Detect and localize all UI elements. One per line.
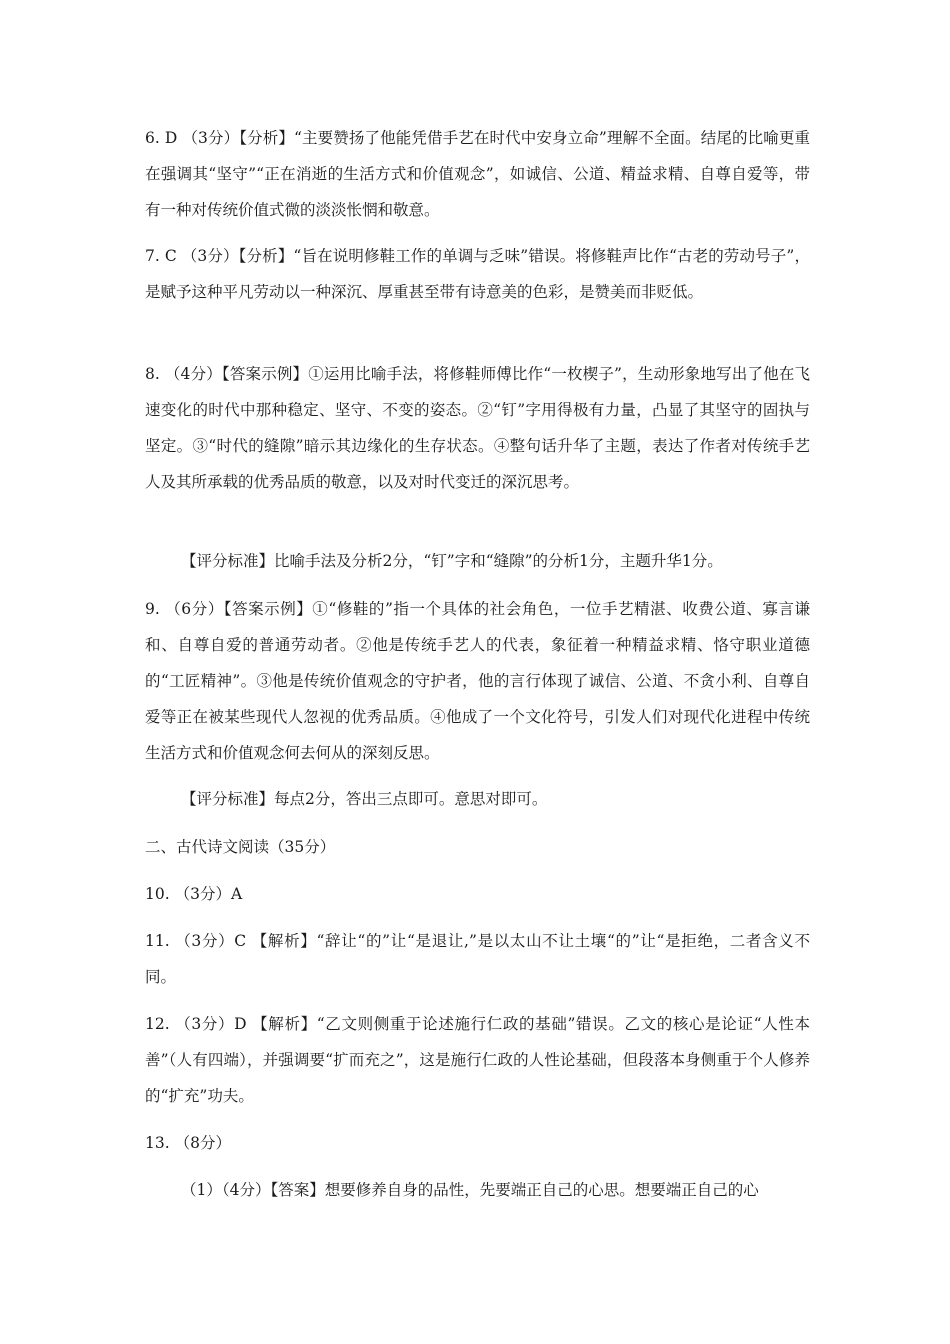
answer-9: 9. （6分）【答案示例】①“修鞋的”指一个具体的社会角色，一位手艺精湛、收费公道、寡言谦和、自尊自爱的普通劳动者。②他是传统手艺人的代表，象征着一种精益求精、恪守职业道德的“工匠精神”。③他是传统价值观念的守护者，他的言行体现了诚信、公道、不贪小利、自尊自爱等正在被某些现代人忽视的优秀品质。④他成了一个文化符号，引发人们对现代化进程中传统生活方式和价值观念何去何从的深刻反思。 <box>145 600 810 762</box>
scoring-criteria-9: 【评分标准】每点2分，答出三点即可。意思对即可。 <box>181 790 548 808</box>
answer-7: 7. C （3分）【分析】“旨在说明修鞋工作的单调与乏味”错误。将修鞋声比作“古老的劳动号子”，是赋予这种平凡劳动以一种深沉、厚重甚至带有诗意美的色彩，是赞美而非贬低。 <box>145 247 810 301</box>
scoring-criteria-8: 【评分标准】比喻手法及分析2分，“钉”字和“缝隙”的分析1分，主题升华1分。 <box>181 552 723 570</box>
answer-13-heading: 13. （8分） <box>145 1134 231 1152</box>
answer-13-part-1: （1）（4分）【答案】想要修养自身的品性，先要端正自己的心思。想要端正自己的心 <box>181 1181 759 1199</box>
answer-11: 11. （3分）C 【解析】“辞让“的”让“是退让,”是以太山不让土壤“的”让“是拒绝，二者含义不同。 <box>145 932 810 986</box>
answer-8: 8. （4分）【答案示例】①运用比喻手法，将修鞋师傅比作“一枚楔子”，生动形象地写出了他在飞速变化的时代中那种稳定、坚守、不变的姿态。②“钉”字用得极有力量，凸显了其坚守的固执与坚定。③“时代的缝隙”暗示其边缘化的生存状态。④整句话升华了主题，表达了作者对传统手艺人及其所承载的优秀品质的敬意，以及对时代变迁的深沉思考。 <box>145 365 810 491</box>
answer-10: 10. （3分）A <box>145 885 243 903</box>
section-heading-ancient-poetry: 二、古代诗文阅读（35分） <box>145 838 336 856</box>
answer-6: 6. D （3分）【分析】“主要赞扬了他能凭借手艺在时代中安身立命”理解不全面。结尾的比喻更重在强调其“坚守”“正在消逝的生活方式和价值观念”，如诚信、公道、精益求精、自尊自爱等，带有一种对传统价值式微的淡淡怅惘和敬意。 <box>145 129 810 219</box>
answer-12: 12. （3分）D 【解析】“乙文则侧重于论述施行仁政的基础”错误。乙文的核心是论证“人性本善”（人有四端），并强调要“扩而充之”，这是施行仁政的人性论基础，但段落本身侧重于个人修养的“扩充”功夫。 <box>145 1015 810 1105</box>
